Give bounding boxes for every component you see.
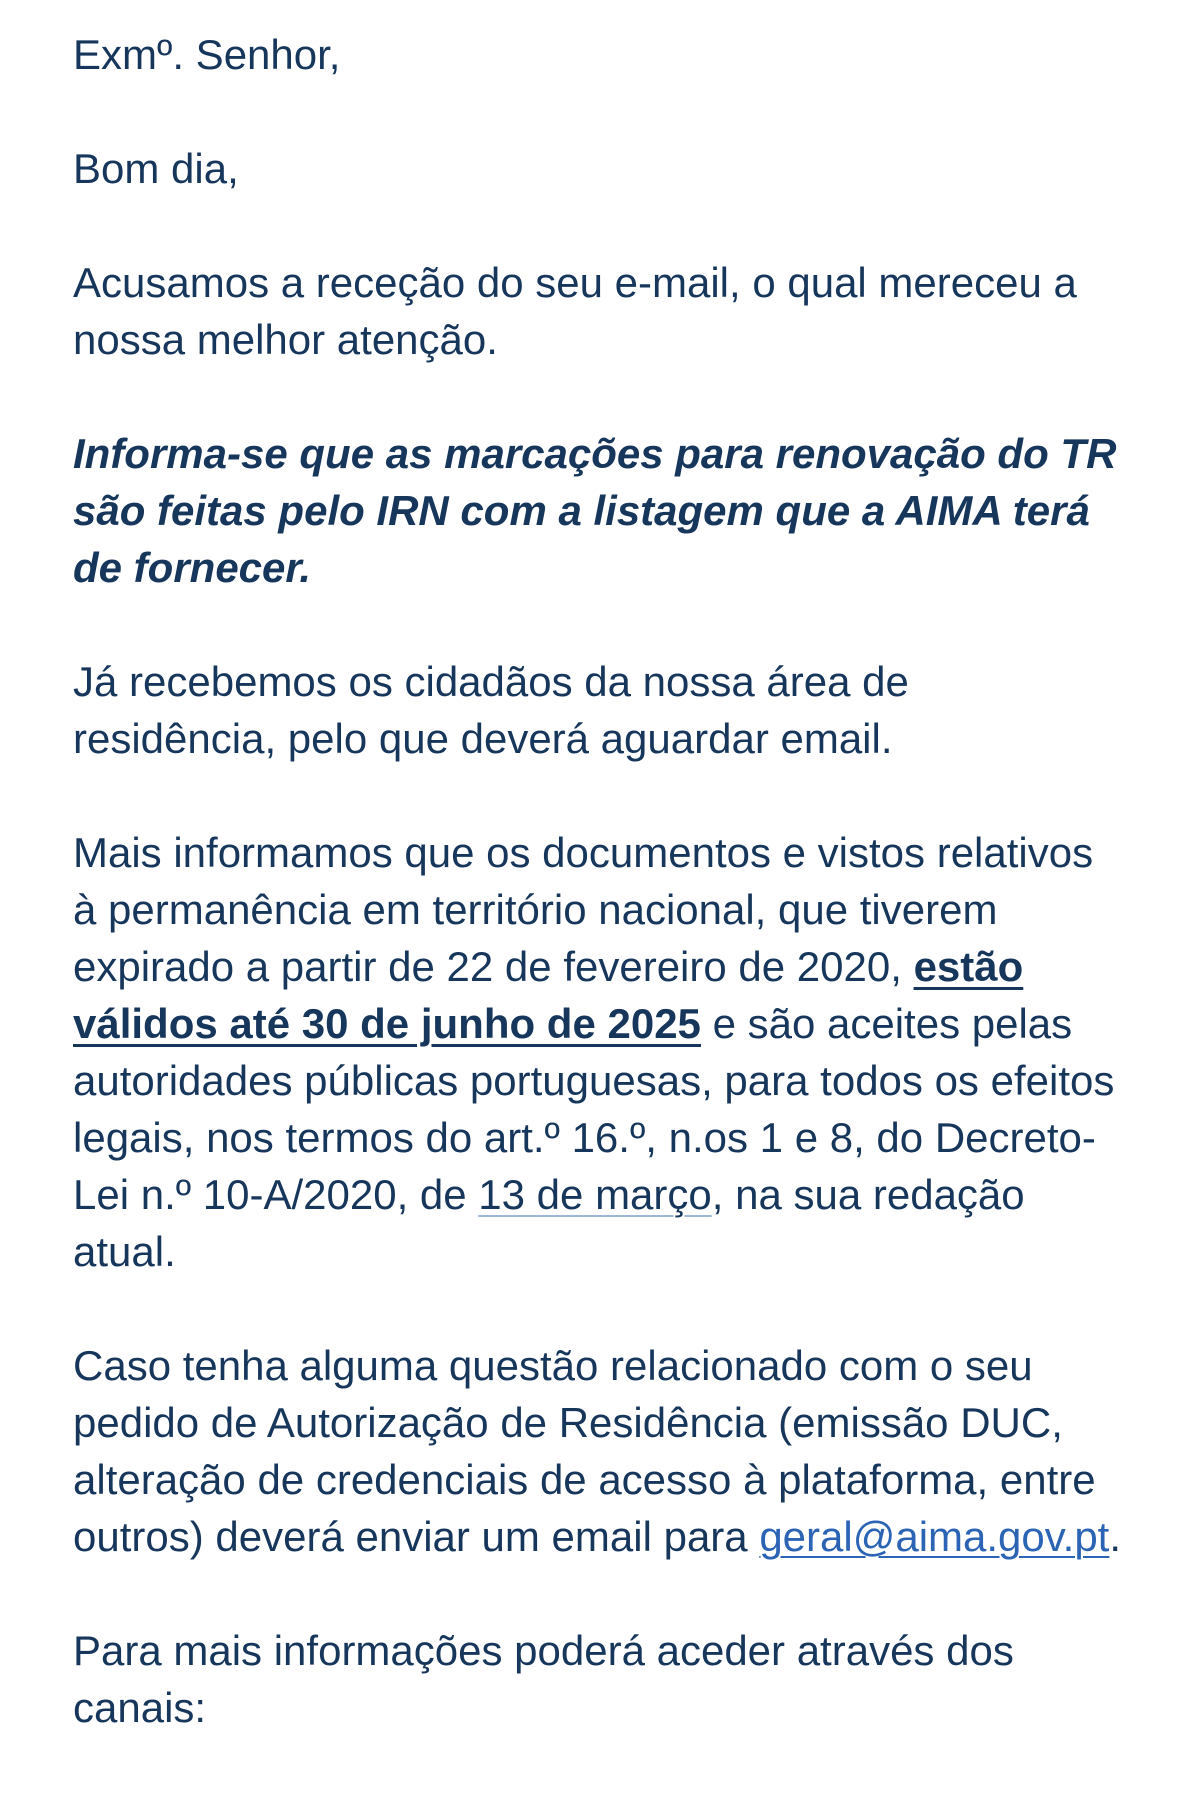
contact-text-part1: Caso tenha alguma questão relacionado com o seu pedido de Autorização de Residência (emissão DUC, alteração de credenciais de acesso à plataforma, entre outros) deverá enviar um email para — [73, 1342, 1096, 1560]
contact-paragraph — [73, 1337, 1123, 1565]
validity-text-part3: , na sua redação atual. — [73, 1171, 1025, 1275]
validity-text-part2: e são aceites pelas autoridades públicas portuguesas, para todos os efeitos legais, nos termos do art.º 16.º, n.os 1 e 8, do Decreto-Lei n.º 10-A/2020, de — [73, 1000, 1115, 1218]
validity-highlight: estão válidos até 30 de junho de 2025 — [73, 943, 1024, 1047]
contact-text-part2: . — [1109, 1513, 1122, 1560]
email-body — [73, 26, 1123, 1793]
acknowledgement-paragraph: Acusamos a receção do seu e-mail, o qual mereceu a nossa melhor atenção. — [73, 259, 1077, 363]
email-address-link[interactable]: geral@aima.gov.pt — [759, 1513, 1110, 1560]
renewal-notice-paragraph: Informa-se que as marcações para renovação do TR são feitas pelo IRN com a listagem que a AIMA terá de fornecer. — [73, 430, 1117, 591]
salutation: Exmº. Senhor, — [73, 31, 341, 78]
residence-area-paragraph: Já recebemos os cidadãos da nossa área de residência, pelo que deverá aguardar email. — [73, 658, 909, 762]
validity-paragraph — [73, 824, 1123, 1280]
date-link[interactable]: 13 de março — [478, 1171, 712, 1218]
greeting: Bom dia, — [73, 145, 239, 192]
more-info-paragraph: Para mais informações poderá aceder através dos canais: — [73, 1627, 1014, 1731]
validity-text-part1: Mais informamos que os documentos e vistos relativos à permanência em território nacional, que tiverem expirado a partir de 22 de fevereiro de 2020, — [73, 829, 1094, 990]
